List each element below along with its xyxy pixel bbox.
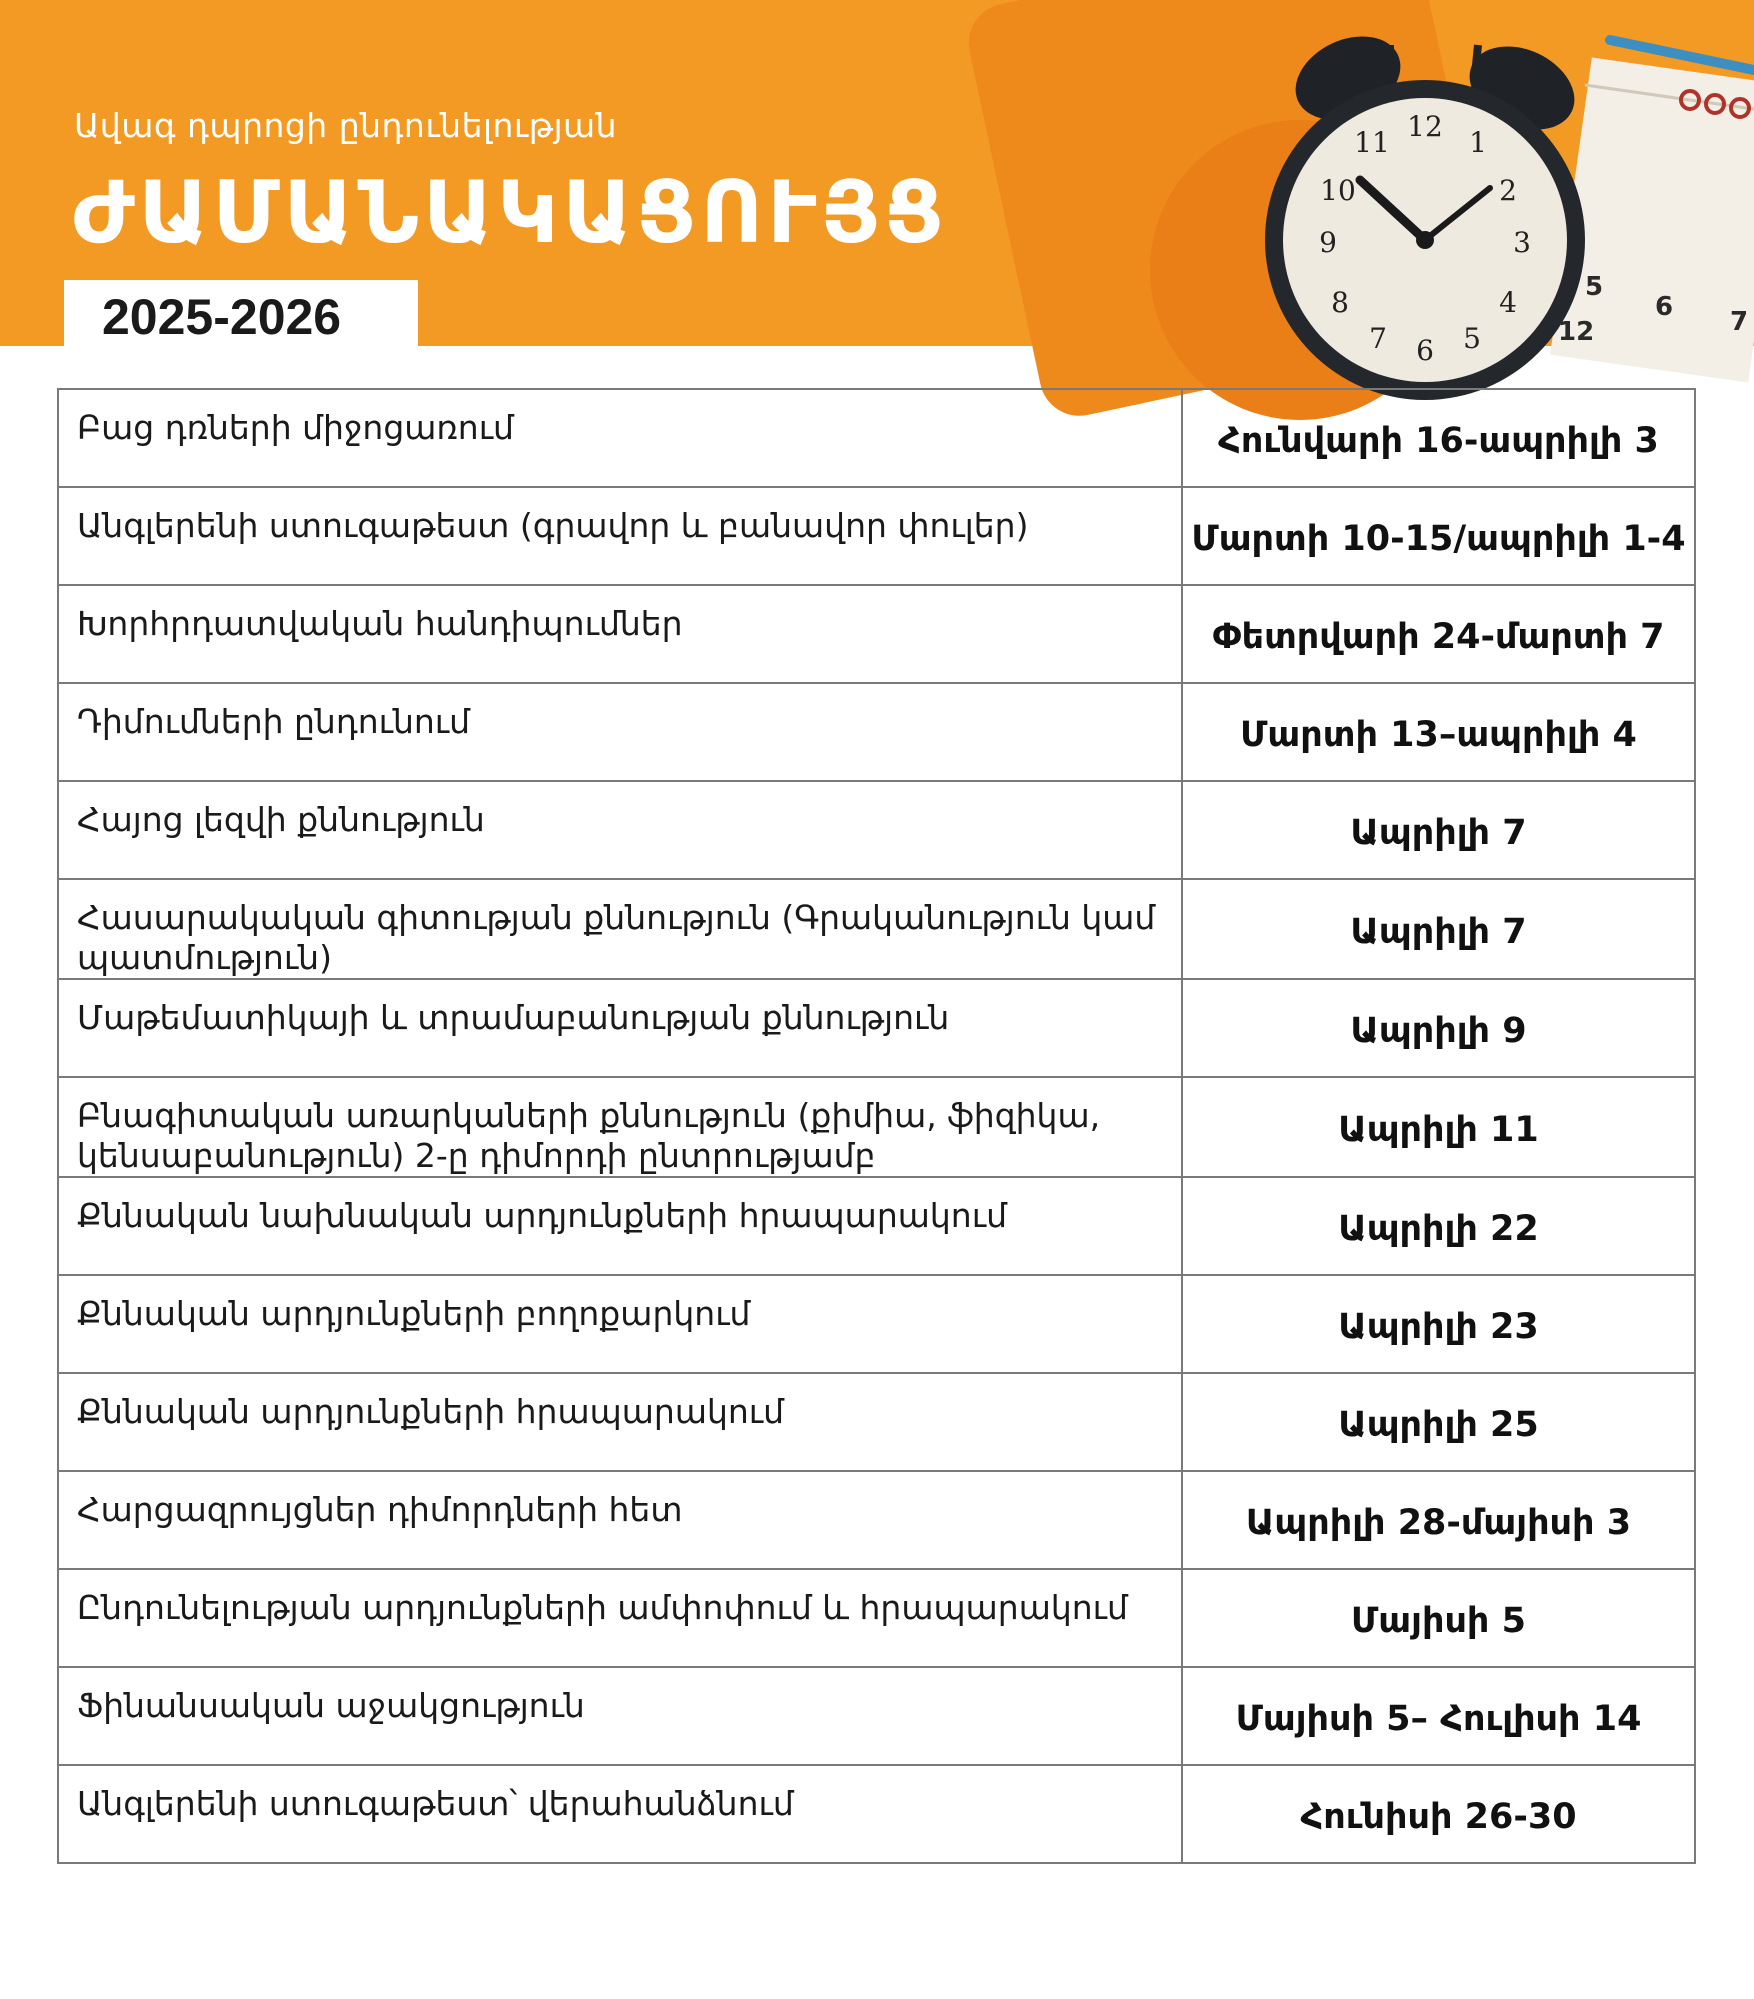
table-row xyxy=(58,683,1695,781)
table-row xyxy=(58,1373,1695,1471)
event-cell: Հայոց լեզվի քննություն xyxy=(58,781,1182,879)
svg-text:11: 11 xyxy=(1354,126,1390,159)
calendar-number: 5 xyxy=(1585,272,1604,302)
date-cell: Ապրիլի 7 xyxy=(1182,879,1695,979)
table-row xyxy=(58,1471,1695,1569)
calendar-number: 7 xyxy=(1730,307,1749,337)
event-cell: Բաց դռների միջոցառում xyxy=(58,389,1182,487)
date-cell: Ապրիլի 9 xyxy=(1182,979,1695,1077)
svg-text:4: 4 xyxy=(1499,286,1517,319)
date-cell: Հունվարի 16-ապրիլի 3 xyxy=(1182,389,1695,487)
year-tab xyxy=(64,280,418,346)
year-label: 2025-2026 xyxy=(102,289,342,345)
table-row xyxy=(58,1077,1695,1177)
event-cell: Հարցազրույցներ դիմորդների հետ xyxy=(58,1471,1182,1569)
alarm-clock-calendar-illustration xyxy=(1240,30,1754,367)
schedule-table xyxy=(57,388,1696,1864)
svg-text:10: 10 xyxy=(1320,174,1356,207)
header-banner xyxy=(0,0,1754,367)
date-cell: Ապրիլի 7 xyxy=(1182,781,1695,879)
table-row xyxy=(58,585,1695,683)
date-cell: Ապրիլի 28-մայիսի 3 xyxy=(1182,1471,1695,1569)
date-cell: Փետրվարի 24-մարտի 7 xyxy=(1182,585,1695,683)
event-cell: Բնագիտական առարկաների քննություն (քիմիա, ֆիզիկա, կենսաբանություն) 2-ը դիմորդի ընտրությամբ xyxy=(58,1077,1182,1177)
date-cell: Մայիսի 5– Հուլիսի 14 xyxy=(1182,1667,1695,1765)
svg-text:12: 12 xyxy=(1407,110,1443,143)
table-row xyxy=(58,487,1695,585)
event-cell: Դիմումների ընդունում xyxy=(58,683,1182,781)
svg-text:3: 3 xyxy=(1513,226,1531,259)
date-cell: Ապրիլի 25 xyxy=(1182,1373,1695,1471)
event-cell: Անգլերենի ստուգաթեստ՝ վերահանձնում xyxy=(58,1765,1182,1863)
calendar-number: 6 xyxy=(1655,292,1674,322)
calendar-number: 12 xyxy=(1558,317,1595,347)
date-cell: Ապրիլի 23 xyxy=(1182,1275,1695,1373)
table-row xyxy=(58,1667,1695,1765)
svg-text:6: 6 xyxy=(1416,334,1434,367)
table-row xyxy=(58,1569,1695,1667)
table-row xyxy=(58,879,1695,979)
event-cell: Քննական նախնական արդյունքների հրապարակում xyxy=(58,1177,1182,1275)
table-row xyxy=(58,389,1695,487)
banner-title: ԺԱՄԱՆԱԿԱՑՈՒՅՑ xyxy=(72,163,949,263)
svg-text:7: 7 xyxy=(1369,322,1387,355)
banner-subtitle: Ավագ դպրոցի ընդունելության xyxy=(74,106,618,145)
date-cell: Մարտի 10-15/ապրիլի 1-4 xyxy=(1182,487,1695,585)
event-cell: Ընդունելության արդյունքների ամփոփում և հրապարակում xyxy=(58,1569,1182,1667)
svg-text:5: 5 xyxy=(1463,322,1481,355)
table-row xyxy=(58,1765,1695,1863)
event-cell: Անգլերենի ստուգաթեստ (գրավոր և բանավոր փուլեր) xyxy=(58,487,1182,585)
event-cell: Քննական արդյունքների հրապարակում xyxy=(58,1373,1182,1471)
date-cell: Հունիսի 26-30 xyxy=(1182,1765,1695,1863)
event-cell: Խորհրդատվական հանդիպումներ xyxy=(58,585,1182,683)
event-cell: Ֆինանսական աջակցություն xyxy=(58,1667,1182,1765)
table-row xyxy=(58,781,1695,879)
svg-text:2: 2 xyxy=(1499,174,1517,207)
date-cell: Մարտի 13–ապրիլի 4 xyxy=(1182,683,1695,781)
event-cell: Մաթեմատիկայի և տրամաբանության քննություն xyxy=(58,979,1182,1077)
date-cell: Ապրիլի 22 xyxy=(1182,1177,1695,1275)
table-row xyxy=(58,1275,1695,1373)
alarm-clock-icon xyxy=(1265,20,1588,400)
date-cell: Ապրիլի 11 xyxy=(1182,1077,1695,1177)
event-cell: Հասարակական գիտության քննություն (Գրականություն կամ պատմություն) xyxy=(58,879,1182,979)
svg-text:9: 9 xyxy=(1319,226,1337,259)
svg-text:8: 8 xyxy=(1331,286,1349,319)
date-cell: Մայիսի 5 xyxy=(1182,1569,1695,1667)
svg-text:1: 1 xyxy=(1469,126,1487,159)
table-row xyxy=(58,979,1695,1077)
table-row xyxy=(58,1177,1695,1275)
event-cell: Քննական արդյունքների բողոքարկում xyxy=(58,1275,1182,1373)
